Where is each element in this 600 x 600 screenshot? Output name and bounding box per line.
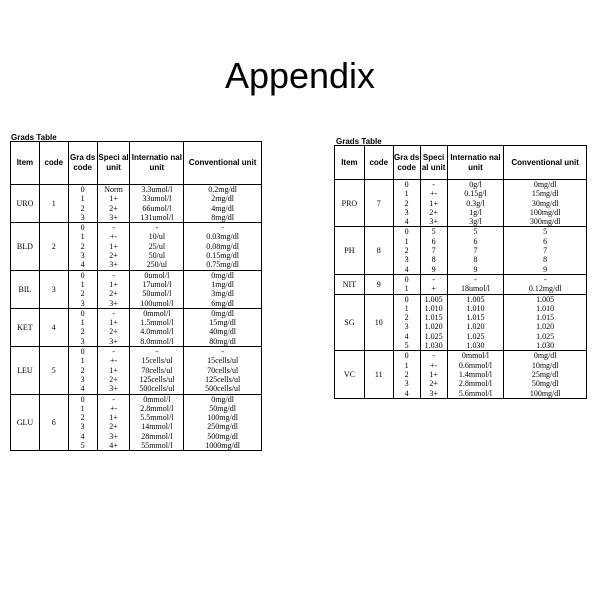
special-unit-cell: 2+	[420, 208, 447, 217]
grade-cell: 4	[393, 389, 420, 399]
right-table-caption: Grads Table	[336, 137, 382, 146]
special-unit-cell: -	[97, 394, 130, 404]
grade-cell: 0	[68, 308, 97, 318]
conventional-unit-cell: 125cells/ul	[184, 375, 262, 384]
international-unit-cell: 0mmol/l	[447, 351, 504, 361]
international-unit-cell: 4.0mmol/l	[130, 327, 184, 336]
international-unit-cell: 9	[447, 265, 504, 275]
conventional-unit-cell: 1.015	[504, 313, 587, 322]
special-unit-cell: 1.010	[420, 304, 447, 313]
international-unit-cell: 2.8mmol/l	[447, 379, 504, 388]
special-unit-cell: 1.005	[420, 294, 447, 304]
group-ket	[11, 308, 262, 346]
international-unit-cell: 0g/l	[447, 180, 504, 190]
international-unit-cell: 15cells/ul	[130, 356, 184, 365]
grade-cell: 3	[393, 255, 420, 264]
special-unit-cell: +-	[420, 189, 447, 198]
item-cell: GLU	[11, 394, 40, 451]
international-unit-cell: 0.3g/l	[447, 199, 504, 208]
special-unit-cell: 1.030	[420, 341, 447, 351]
conventional-unit-cell: 0mg/dl	[184, 270, 262, 280]
special-unit-cell: 1+	[97, 413, 130, 422]
conventional-unit-cell: 100mg/dl	[504, 389, 587, 399]
international-unit-cell: -	[130, 347, 184, 357]
special-unit-cell: 9	[420, 265, 447, 275]
grade-cell: 2	[68, 327, 97, 336]
special-unit-cell: 1+	[97, 366, 130, 375]
international-unit-cell: 6	[447, 237, 504, 246]
conventional-unit-cell: 50mg/dl	[504, 379, 587, 388]
special-unit-cell: 2+	[420, 379, 447, 388]
group-vc	[335, 351, 587, 398]
international-unit-cell: 8.0mmol/l	[130, 337, 184, 347]
conventional-unit-cell: 4mg/dl	[184, 204, 262, 213]
item-cell: NIT	[335, 274, 365, 294]
table-row	[335, 294, 587, 304]
grads-table-left	[10, 141, 262, 451]
conventional-unit-cell: 7	[504, 246, 587, 255]
grade-cell: 4	[68, 384, 97, 394]
group-nit	[335, 274, 587, 294]
group-bld	[11, 223, 262, 270]
conventional-unit-cell: 0.75mg/dl	[184, 260, 262, 270]
grade-cell: 0	[68, 347, 97, 357]
conventional-unit-cell: 2mg/dl	[184, 194, 262, 203]
conventional-unit-cell: -	[504, 274, 587, 284]
grade-cell: 4	[68, 260, 97, 270]
column-header: Conventional unit	[184, 142, 262, 185]
international-unit-cell: 5	[447, 227, 504, 237]
special-unit-cell: 3+	[97, 260, 130, 270]
grade-cell: 3	[68, 337, 97, 347]
column-header: Gra ds code	[393, 146, 420, 180]
international-unit-cell: 1.030	[447, 341, 504, 351]
international-unit-cell: 0umol/l	[130, 270, 184, 280]
special-unit-cell: 3+	[97, 337, 130, 347]
special-unit-cell: 5	[420, 227, 447, 237]
conventional-unit-cell: 0.12mg/dl	[504, 284, 587, 294]
table-row	[11, 185, 262, 195]
grads-table-right	[334, 145, 587, 399]
international-unit-cell: 66umol/l	[130, 204, 184, 213]
code-cell: 11	[364, 351, 393, 398]
grade-cell: 1	[68, 194, 97, 203]
conventional-unit-cell: 70cells/ul	[184, 366, 262, 375]
grade-cell: 2	[68, 413, 97, 422]
grade-cell: 3	[68, 251, 97, 260]
conventional-unit-cell: 0mg/dl	[184, 394, 262, 404]
special-unit-cell: 3+	[97, 299, 130, 309]
grade-cell: 2	[68, 366, 97, 375]
column-header: Speci al unit	[420, 146, 447, 180]
group-bil	[11, 270, 262, 308]
table-row	[335, 351, 587, 361]
grade-cell: 2	[393, 246, 420, 255]
column-header: Speci al unit	[97, 142, 130, 185]
conventional-unit-cell: 10mg/dl	[504, 361, 587, 370]
table-row	[11, 223, 262, 233]
conventional-unit-cell: 0.15mg/dl	[184, 251, 262, 260]
item-cell: PH	[335, 227, 365, 274]
international-unit-cell: 50/ul	[130, 251, 184, 260]
grade-cell: 0	[393, 294, 420, 304]
international-unit-cell: 250/ul	[130, 260, 184, 270]
conventional-unit-cell: 6mg/dl	[184, 299, 262, 309]
special-unit-cell: 1+	[420, 199, 447, 208]
column-header: code	[39, 142, 68, 185]
table-row	[11, 308, 262, 318]
special-unit-cell: 3+	[420, 389, 447, 399]
grade-cell: 1	[68, 356, 97, 365]
conventional-unit-cell: 0.08mg/dl	[184, 242, 262, 251]
conventional-unit-cell: 80mg/dl	[184, 337, 262, 347]
page-title: Appendix	[224, 55, 376, 96]
code-cell: 5	[39, 347, 68, 394]
column-header: Internatio nal unit	[130, 142, 184, 185]
conventional-unit-cell: 300mg/dl	[504, 217, 587, 227]
grade-cell: 3	[393, 322, 420, 331]
column-header: code	[364, 146, 393, 180]
conventional-unit-cell: 0.2mg/dl	[184, 185, 262, 195]
grade-cell: 2	[68, 204, 97, 213]
special-unit-cell: -	[97, 308, 130, 318]
conventional-unit-cell: 5	[504, 227, 587, 237]
special-unit-cell: +	[420, 284, 447, 294]
item-cell: PRO	[335, 180, 365, 227]
conventional-unit-cell: 100mg/dl	[504, 208, 587, 217]
column-header: Item	[335, 146, 365, 180]
grade-cell: 0	[393, 351, 420, 361]
column-header: Conventional unit	[504, 146, 587, 180]
grade-cell: 3	[68, 422, 97, 431]
special-unit-cell: 1+	[420, 370, 447, 379]
special-unit-cell: -	[420, 351, 447, 361]
grade-cell: 5	[393, 341, 420, 351]
table-row	[11, 394, 262, 404]
grade-cell: 4	[393, 265, 420, 275]
special-unit-cell: 2+	[97, 422, 130, 431]
grade-cell: 1	[68, 232, 97, 241]
code-cell: 2	[39, 223, 68, 270]
special-unit-cell: -	[420, 274, 447, 284]
item-cell: BLD	[11, 223, 40, 270]
grade-cell: 1	[393, 361, 420, 370]
column-header: Item	[11, 142, 40, 185]
special-unit-cell: 2+	[97, 251, 130, 260]
international-unit-cell: 70cells/ul	[130, 366, 184, 375]
special-unit-cell: 3+	[97, 384, 130, 394]
international-unit-cell: 131umol/l	[130, 213, 184, 223]
international-unit-cell: 0.15g/l	[447, 189, 504, 198]
grade-cell: 0	[393, 274, 420, 284]
grade-cell: 3	[68, 213, 97, 223]
item-cell: LEU	[11, 347, 40, 394]
special-unit-cell: 1.020	[420, 322, 447, 331]
international-unit-cell: 14mmol/l	[130, 422, 184, 431]
conventional-unit-cell: 250mg/dl	[184, 422, 262, 431]
group-ph	[335, 227, 587, 274]
code-cell: 4	[39, 308, 68, 346]
international-unit-cell: 0.6mmol/l	[447, 361, 504, 370]
special-unit-cell: 6	[420, 237, 447, 246]
grade-cell: 5	[68, 441, 97, 451]
conventional-unit-cell: -	[184, 347, 262, 357]
grade-cell: 4	[393, 332, 420, 341]
special-unit-cell: 1.025	[420, 332, 447, 341]
group-leu	[11, 347, 262, 394]
left-table-caption: Grads Table	[11, 133, 57, 142]
international-unit-cell: 18umol/l	[447, 284, 504, 294]
conventional-unit-cell: 0mg/dl	[504, 180, 587, 190]
international-unit-cell: 100umol/l	[130, 299, 184, 309]
international-unit-cell: 500cells/ul	[130, 384, 184, 394]
grade-cell: 0	[393, 180, 420, 190]
conventional-unit-cell: 0.03mg/dl	[184, 232, 262, 241]
grade-cell: 2	[393, 313, 420, 322]
conventional-unit-cell: 30mg/dl	[504, 199, 587, 208]
international-unit-cell: -	[130, 223, 184, 233]
special-unit-cell: 2+	[97, 327, 130, 336]
grade-cell: 0	[393, 227, 420, 237]
special-unit-cell: -	[97, 270, 130, 280]
international-unit-cell: 1.4mmol/l	[447, 370, 504, 379]
table-row	[335, 227, 587, 237]
conventional-unit-cell: 1000mg/dl	[184, 441, 262, 451]
conventional-unit-cell: 40mg/dl	[184, 327, 262, 336]
special-unit-cell: -	[97, 223, 130, 233]
grade-cell: 0	[68, 185, 97, 195]
conventional-unit-cell: 500mg/dl	[184, 432, 262, 441]
conventional-unit-cell: 15mg/dl	[184, 318, 262, 327]
international-unit-cell: 1.020	[447, 322, 504, 331]
conventional-unit-cell: 1.020	[504, 322, 587, 331]
international-unit-cell: 2.8mmol/l	[130, 404, 184, 413]
grade-cell: 1	[393, 237, 420, 246]
international-unit-cell: 10/ul	[130, 232, 184, 241]
grade-cell: 2	[393, 370, 420, 379]
conventional-unit-cell: 0mg/dl	[504, 351, 587, 361]
special-unit-cell: 1.015	[420, 313, 447, 322]
international-unit-cell: 0mmol/l	[130, 308, 184, 318]
conventional-unit-cell: 3mg/dl	[184, 289, 262, 298]
table-row	[335, 180, 587, 190]
grade-cell: 3	[393, 208, 420, 217]
special-unit-cell: 8	[420, 255, 447, 264]
international-unit-cell: 1.025	[447, 332, 504, 341]
international-unit-cell: 125cells/ul	[130, 375, 184, 384]
international-unit-cell: -	[447, 274, 504, 284]
international-unit-cell: 1.015	[447, 313, 504, 322]
international-unit-cell: 50umol/l	[130, 289, 184, 298]
grade-cell: 1	[68, 318, 97, 327]
special-unit-cell: -	[97, 347, 130, 357]
grade-cell: 3	[68, 299, 97, 309]
conventional-unit-cell: 8mg/dl	[184, 213, 262, 223]
code-cell: 7	[364, 180, 393, 227]
international-unit-cell: 5.5mmol/l	[130, 413, 184, 422]
grade-cell: 0	[68, 223, 97, 233]
international-unit-cell: 5.6mmol/l	[447, 389, 504, 399]
code-cell: 9	[364, 274, 393, 294]
code-cell: 6	[39, 394, 68, 451]
code-cell: 8	[364, 227, 393, 274]
table-row	[11, 347, 262, 357]
international-unit-cell: 1.010	[447, 304, 504, 313]
grade-cell: 1	[393, 304, 420, 313]
conventional-unit-cell: 1.010	[504, 304, 587, 313]
item-cell: SG	[335, 294, 365, 351]
conventional-unit-cell: 100mg/dl	[184, 413, 262, 422]
international-unit-cell: 1g/l	[447, 208, 504, 217]
group-sg	[335, 294, 587, 351]
special-unit-cell: 2+	[97, 289, 130, 298]
special-unit-cell: 1+	[97, 318, 130, 327]
group-uro	[11, 185, 262, 223]
column-header: Gra ds code	[68, 142, 97, 185]
grade-cell: 4	[393, 217, 420, 227]
special-unit-cell: +-	[97, 232, 130, 241]
conventional-unit-cell: 8	[504, 255, 587, 264]
international-unit-cell: 3g/l	[447, 217, 504, 227]
item-cell: URO	[11, 185, 40, 223]
conventional-unit-cell: 6	[504, 237, 587, 246]
grade-cell: 2	[393, 199, 420, 208]
grade-cell: 3	[393, 379, 420, 388]
item-cell: KET	[11, 308, 40, 346]
code-cell: 10	[364, 294, 393, 351]
conventional-unit-cell: 50mg/dl	[184, 404, 262, 413]
international-unit-cell: 28mmol/l	[130, 432, 184, 441]
code-cell: 3	[39, 270, 68, 308]
special-unit-cell: -	[420, 180, 447, 190]
special-unit-cell: Norm	[97, 185, 130, 195]
special-unit-cell: 3+	[97, 432, 130, 441]
special-unit-cell: 1+	[97, 194, 130, 203]
grade-cell: 0	[68, 394, 97, 404]
special-unit-cell: 3+	[420, 217, 447, 227]
grade-cell: 4	[68, 432, 97, 441]
international-unit-cell: 3.3umol/l	[130, 185, 184, 195]
international-unit-cell: 1.005	[447, 294, 504, 304]
international-unit-cell: 17umol/l	[130, 280, 184, 289]
special-unit-cell: 3+	[97, 213, 130, 223]
special-unit-cell: 2+	[97, 204, 130, 213]
conventional-unit-cell: 0mg/dl	[184, 308, 262, 318]
special-unit-cell: 1+	[97, 242, 130, 251]
table-row	[11, 270, 262, 280]
special-unit-cell: 4+	[97, 441, 130, 451]
conventional-unit-cell: -	[184, 223, 262, 233]
international-unit-cell: 8	[447, 255, 504, 264]
grade-cell: 1	[68, 280, 97, 289]
grade-cell: 1	[393, 189, 420, 198]
conventional-unit-cell: 1.005	[504, 294, 587, 304]
table-row	[335, 274, 587, 284]
grade-cell: 0	[68, 270, 97, 280]
grade-cell: 2	[68, 289, 97, 298]
special-unit-cell: +-	[97, 404, 130, 413]
international-unit-cell: 33umol/l	[130, 194, 184, 203]
conventional-unit-cell: 1mg/dl	[184, 280, 262, 289]
group-glu	[11, 394, 262, 451]
conventional-unit-cell: 1.030	[504, 341, 587, 351]
international-unit-cell: 0mmol/l	[130, 394, 184, 404]
grade-cell: 1	[393, 284, 420, 294]
item-cell: BIL	[11, 270, 40, 308]
conventional-unit-cell: 15cells/ul	[184, 356, 262, 365]
international-unit-cell: 1.5mmol/l	[130, 318, 184, 327]
column-header: Internatio nal unit	[447, 146, 504, 180]
special-unit-cell: 2+	[97, 375, 130, 384]
conventional-unit-cell: 9	[504, 265, 587, 275]
item-cell: VC	[335, 351, 365, 398]
conventional-unit-cell: 25mg/dl	[504, 370, 587, 379]
international-unit-cell: 55mmol/l	[130, 441, 184, 451]
grade-cell: 2	[68, 242, 97, 251]
special-unit-cell: 7	[420, 246, 447, 255]
conventional-unit-cell: 15mg/dl	[504, 189, 587, 198]
group-pro	[335, 180, 587, 227]
international-unit-cell: 7	[447, 246, 504, 255]
special-unit-cell: +-	[97, 356, 130, 365]
international-unit-cell: 25/ul	[130, 242, 184, 251]
code-cell: 1	[39, 185, 68, 223]
grade-cell: 1	[68, 404, 97, 413]
grade-cell: 3	[68, 375, 97, 384]
special-unit-cell: +-	[420, 361, 447, 370]
conventional-unit-cell: 1.025	[504, 332, 587, 341]
special-unit-cell: 1+	[97, 280, 130, 289]
conventional-unit-cell: 500cells/ul	[184, 384, 262, 394]
